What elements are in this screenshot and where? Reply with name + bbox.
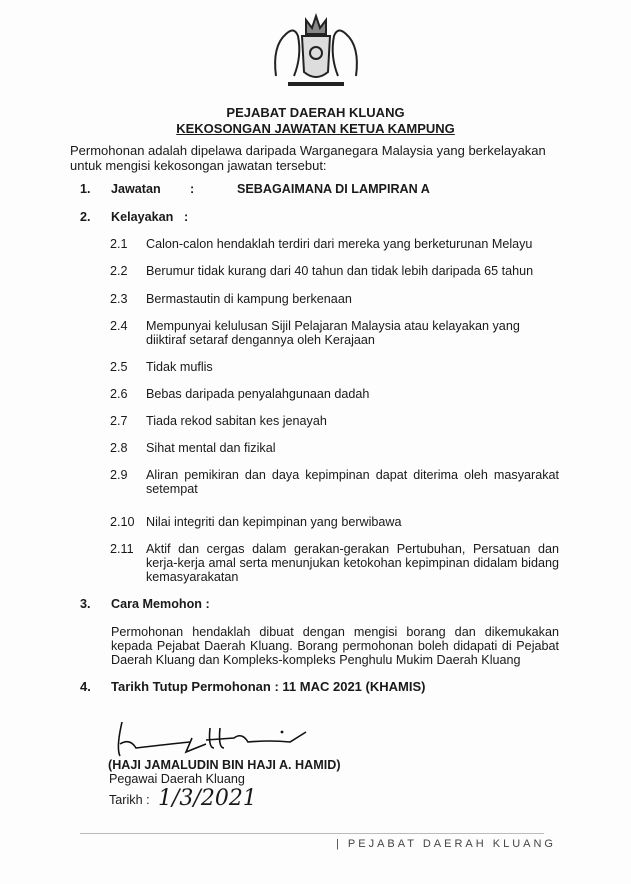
- closing-date: Tarikh Tutup Permohonan : 11 MAC 2021 (KHAMIS): [111, 679, 426, 694]
- qualification-number: 2.10: [110, 515, 135, 529]
- handwritten-date: 1/3/2021: [158, 786, 257, 811]
- qualification-number: 2.11: [110, 542, 134, 556]
- footer-text: | PEJABAT DAERAH KLUANG: [336, 838, 556, 850]
- qualification-text: Mempunyai kelulusan Sijil Pelajaran Malaysia atau kelayakan yang diiktiraf setaraf dengannya oleh Kerajaan: [146, 319, 520, 347]
- colon: :: [184, 210, 189, 224]
- qualification-number: 2.4: [110, 319, 128, 333]
- qualification-number: 2.9: [110, 468, 128, 482]
- qualification-number: 2.5: [110, 360, 128, 374]
- qualification-text: Nilai integriti dan kepimpinan yang berwibawa: [146, 515, 402, 529]
- qualification-text: Bermastautin di kampung berkenaan: [146, 292, 352, 306]
- office-heading: PEJABAT DAERAH KLUANG: [226, 105, 405, 120]
- jawatan-value: SEBAGAIMANA DI LAMPIRAN A: [237, 182, 430, 196]
- document-title: KEKOSONGAN JAWATAN KETUA KAMPUNG: [176, 121, 455, 136]
- qualification-number: 2.8: [110, 441, 128, 455]
- qualification-number: 2.6: [110, 387, 128, 401]
- section-number: 4.: [80, 679, 91, 694]
- qualification-text: Bebas daripada penyalahgunaan dadah: [146, 387, 370, 401]
- signatory-position: Pegawai Daerah Kluang: [109, 772, 245, 786]
- footer-divider: [80, 833, 544, 834]
- qualification-number: 2.3: [110, 292, 128, 306]
- qualification-text: Calon-calon hendaklah terdiri dari mereka yang berketurunan Melayu: [146, 237, 533, 251]
- qualification-text: Tiada rekod sabitan kes jenayah: [146, 414, 327, 428]
- qualification-number: 2.7: [110, 414, 128, 428]
- qualification-text: Berumur tidak kurang dari 40 tahun dan tidak lebih daripada 65 tahun: [146, 264, 534, 278]
- qualification-text: Tidak muflis: [146, 360, 213, 374]
- qualification-number: 2.2: [110, 264, 128, 278]
- qualification-text: Aktif dan cergas dalam gerakan-gerakan Pertubuhan, Persatuan dan kerja-kerja amal serta menunjukan ketokohan kepimpinan didalam bidang kemasyarakatan: [146, 542, 559, 584]
- colon: :: [190, 182, 195, 196]
- intro-paragraph: Permohonan adalah dipelawa daripada Warganegara Malaysia yang berkelayakan untuk mengisi kekosongan jawatan tersebut:: [70, 143, 546, 173]
- section-number: 2.: [80, 210, 91, 224]
- section-number: 3.: [80, 597, 91, 611]
- section-number: 1.: [80, 182, 91, 196]
- section-label-cara-memohon: Cara Memohon :: [111, 597, 210, 611]
- johor-crest-logo: [268, 6, 364, 92]
- section-label-jawatan: Jawatan: [111, 182, 161, 196]
- qualification-text: Sihat mental dan fizikal: [146, 441, 276, 455]
- section-label-kelayakan: Kelayakan: [111, 210, 174, 224]
- qualification-number: 2.1: [110, 237, 128, 251]
- qualification-text: Aliran pemikiran dan daya kepimpinan dapat diterima oleh masyarakat setempat: [146, 468, 559, 496]
- signatory-name: (HAJI JAMALUDIN BIN HAJI A. HAMID): [108, 758, 341, 772]
- date-label: Tarikh :: [109, 793, 150, 807]
- how-to-apply-paragraph: Permohonan hendaklah dibuat dengan mengisi borang dan dikemukakan kepada Pejabat Daerah Kluang. Borang permohonan boleh didapati di Pejabat Daerah Kluang dan Kompleks-kompleks Penghulu Mukim Daerah Kluang: [111, 625, 559, 667]
